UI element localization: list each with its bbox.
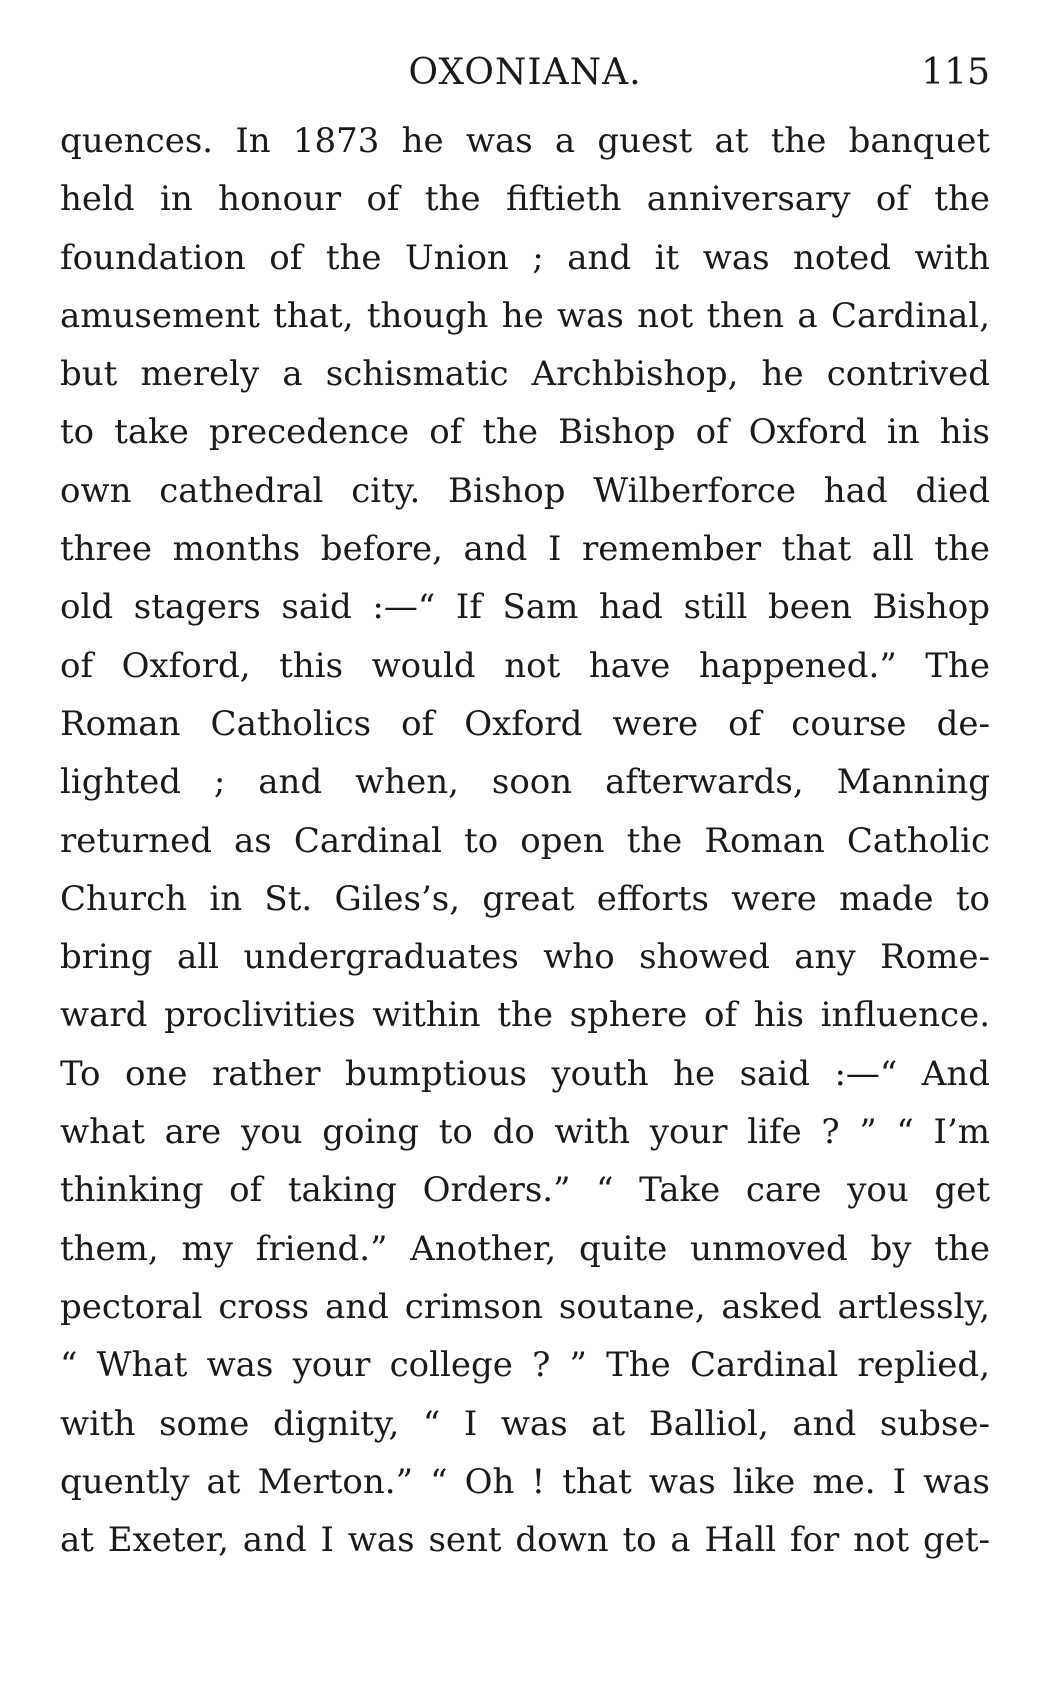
text-line: them, my friend.” Another, quite unmoved by the <box>60 1228 990 1269</box>
text-line: to take precedence of the Bishop of Oxford in his <box>60 412 990 453</box>
body-text <box>60 112 990 1569</box>
text-line: three months before, and I remember that all the <box>60 529 990 570</box>
text-line: “ What was your college ? ” The Cardinal replied, <box>60 1345 990 1386</box>
text-line: old stagers said :—“ If Sam had still been Bishop <box>60 587 990 628</box>
text-line: returned as Cardinal to open the Roman Catholic <box>60 820 990 861</box>
text-line: thinking of taking Orders.” “ Take care you get <box>60 1170 990 1211</box>
text-line: held in honour of the fiftieth anniversary of the <box>60 179 990 220</box>
text-line: with some dignity, “ I was at Balliol, and subse- <box>60 1403 990 1444</box>
text-line: what are you going to do with your life ? ” “ I’m <box>60 1112 990 1153</box>
text-line: foundation of the Union ; and it was noted with <box>60 237 990 278</box>
text-line: but merely a schismatic Archbishop, he contrived <box>60 354 990 395</box>
text-line: bring all undergraduates who showed any Rome- <box>60 937 990 978</box>
running-title: OXONIANA. <box>408 52 642 93</box>
text-line: Roman Catholics of Oxford were of course de- <box>60 703 990 744</box>
text-line: quently at Merton.” “ Oh ! that was like me. I was <box>60 1461 990 1502</box>
text-line: amusement that, though he was not then a Cardinal, <box>60 295 990 336</box>
text-line: To one rather bumptious youth he said :—“ And <box>60 1053 990 1094</box>
text-line: Church in St. Giles’s, great efforts were made to <box>60 878 990 919</box>
running-head <box>60 48 990 98</box>
text-line: pectoral cross and crimson soutane, asked artlessly, <box>60 1286 990 1327</box>
text-line: ward proclivities within the sphere of his influence. <box>60 995 990 1036</box>
text-line: quences. In 1873 he was a guest at the banquet <box>60 121 990 161</box>
page-number: 115 <box>921 52 990 93</box>
text-line: lighted ; and when, soon afterwards, Manning <box>60 762 990 803</box>
text-line: own cathedral city. Bishop Wilberforce had died <box>60 470 990 511</box>
text-line: at Exeter, and I was sent down to a Hall for not get- <box>60 1520 990 1561</box>
text-line: of Oxford, this would not have happened.” The <box>60 645 990 686</box>
